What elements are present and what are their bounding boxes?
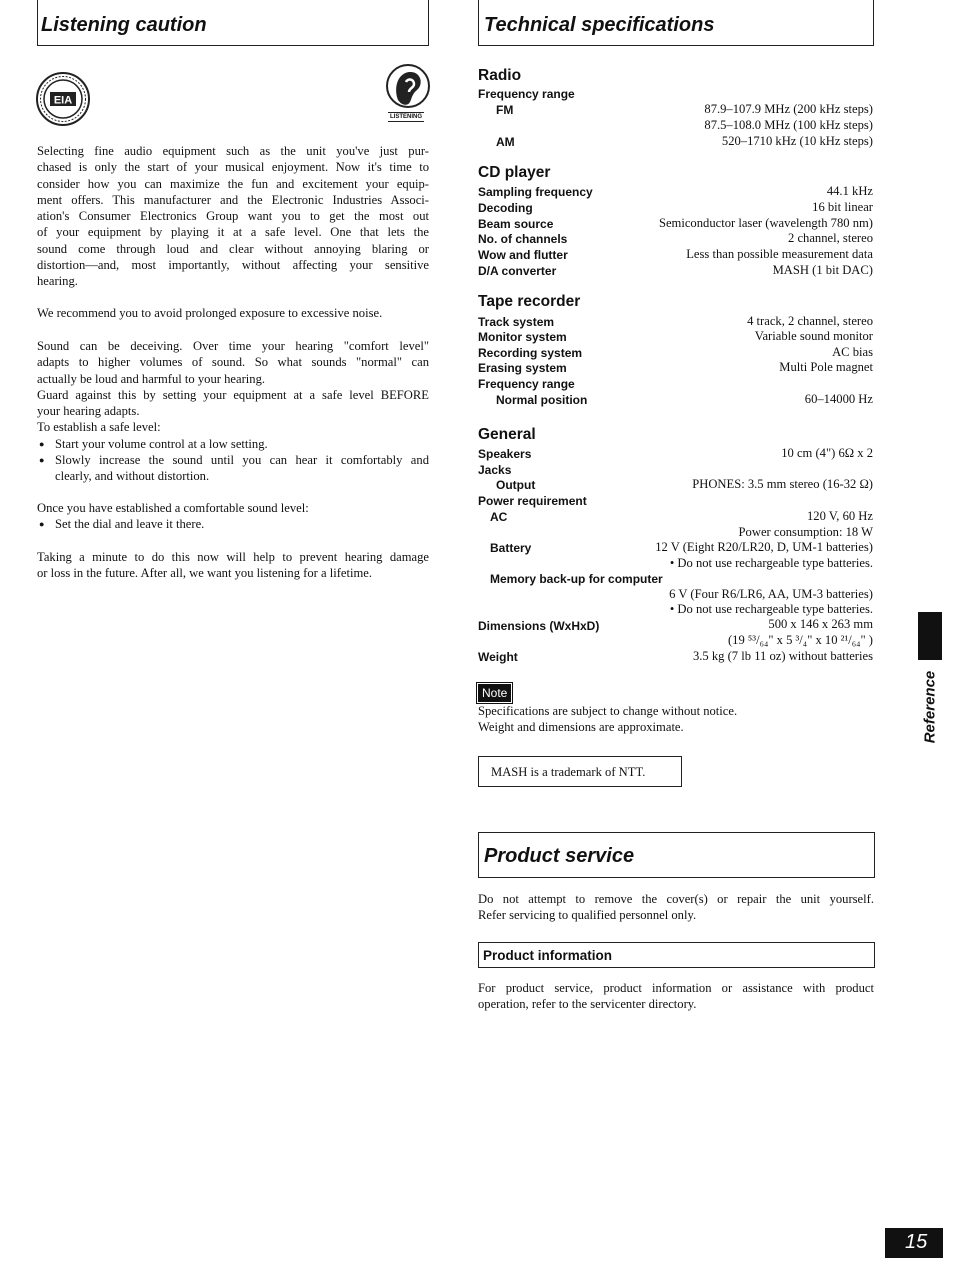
listening-logo [384,62,432,124]
radio-frequency-label: Frequency range [478,87,575,101]
speakers-label: Speakers [478,447,532,461]
cd-spec-value: Less than possible measurement data [686,247,873,261]
deceiving-line: your hearing adapts. [37,404,140,419]
tape-spec-label: Recording system [478,346,583,360]
weight-value: 3.5 kg (7 lb 11 oz) without batteries [692,649,873,663]
eia-seal-icon [34,70,92,128]
jacks-label: Jacks [478,463,512,477]
cd-spec-value: 2 channel, stereo [788,231,873,245]
svg-text:EIA: EIA [53,94,73,107]
tape-spec-label: Track system [478,315,555,329]
service-line: Refer servicing to qualified personnel only. [478,908,697,923]
cd-spec-label: D/A converter [478,264,557,278]
page-number-box [885,1228,943,1258]
listening-caution-heading: Listening caution [41,14,207,36]
am-value: 520–1710 kHz (10 kHz steps) [721,134,873,148]
intro-line: of your equipment by playing it at a safe level. One that lets the [37,225,429,240]
radio-title: Radio [478,67,522,84]
general-title: General [478,426,536,443]
tape-spec-label: Monitor system [478,330,567,344]
deceiving-line: actually be loud and harmful to your hearing. [37,371,266,386]
cd-spec-label: Decoding [478,201,533,215]
reference-side-tab-label: Reference [921,670,939,744]
cd-spec-value: MASH (1 bit DAC) [772,263,873,277]
intro-line: sound come through loud and clear without annoying blaring or [37,241,429,256]
deceiving-line: Guard against this by setting your equipment at a safe level BEFORE [37,387,429,402]
intro-line: ation's Consumer Electronics Group want you to get the most out [37,209,429,224]
tape-spec-value: Multi Pole magnet [779,360,873,374]
closing-paragraph [37,549,429,582]
intro-line: hearing. [37,274,78,289]
tape-frequency-label: Frequency range [478,377,575,391]
note-text [478,703,874,736]
deceiving-line: Sound can be deceiving. Over time your hearing "comfort level" [37,339,429,353]
normal-position-label: Normal position [496,393,588,407]
fm-value: 87.5–108.0 MHz (100 kHz steps) [704,118,873,132]
battery-value: 12 V (Eight R20/LR20, D, UM-1 batteries) [655,540,873,554]
output-label: Output [496,478,536,492]
cd-spec-value: 44.1 kHz [826,184,873,198]
intro-line: ment offers. This manufacturer and the Electronic Industries Associ- [37,192,429,207]
establish-steps [37,436,429,485]
ac-value: 120 V, 60 Hz [806,509,873,523]
eia-logo [34,70,92,128]
dimensions-value: 500 x 146 x 263 mm [768,617,873,631]
closing-line: Taking a minute to do this now will help to prevent hearing damage [37,550,429,564]
establish-step: ● Slowly increase the sound until you can hear it comfortably and [37,452,429,468]
memory-backup-label: Memory back-up for computer [490,572,663,586]
dimensions-label: Dimensions (WxHxD) [478,619,600,633]
fm-value: 87.9–107.9 MHz (200 kHz steps) [704,102,873,116]
tech-specs-heading: Technical specifications [484,14,715,36]
am-label: AM [496,135,515,149]
tape-spec-value: Variable sound monitor [754,329,873,343]
ac-label: AC [490,510,508,524]
battery-note: • Do not use rechargeable type batteries. [669,556,873,570]
tape-spec-label: Erasing system [478,361,567,375]
listening-logo-label: LISTENING [390,114,423,120]
product-service-text [478,891,874,924]
cd-spec-value: Semiconductor laser (wavelength 780 nm) [658,216,873,230]
intro-line: consider how you can maximize the fun and excitement your equip- [37,176,429,191]
establish-label: To establish a safe level: [37,420,161,435]
output-value: PHONES: 3.5 mm stereo (16-32 Ω) [692,477,873,491]
product-information-text [478,980,874,1013]
ear-icon [384,62,432,112]
service-line: Do not attempt to remove the cover(s) or repair the unit yourself. [478,892,874,906]
weight-label: Weight [478,650,518,664]
trademark-box [478,756,682,787]
power-requirement-label: Power requirement [478,494,587,508]
deceiving-paragraph [37,338,429,485]
once-step: ● Set the dial and leave it there. [37,516,429,532]
once-steps [37,516,429,532]
establish-step: ● Start your volume control at a low setting. [37,436,429,452]
deceiving-line: adapts to higher volumes of sound. So what sounds "normal" can [37,355,429,370]
cd-spec-label: Sampling frequency [478,185,593,199]
tape-recorder-title: Tape recorder [478,293,581,310]
info-line: operation, refer to the servicenter directory. [478,997,697,1012]
cd-spec-label: Wow and flutter [478,248,568,262]
fm-label: FM [496,103,514,117]
intro-line: Selecting fine audio equipment such as the unit you've just pur- [37,144,429,158]
reference-side-tab-block [918,612,942,660]
recommend-line: We recommend you to avoid prolonged exposure to excessive noise. [37,306,383,320]
cd-player-title: CD player [478,164,551,181]
memory-backup-note: • Do not use rechargeable type batteries. [669,602,873,616]
cd-spec-label: No. of channels [478,232,568,246]
tape-spec-value: AC bias [832,345,873,359]
info-line: For product service, product information or assistance with product [478,981,874,995]
page-number: 15 [905,1231,928,1253]
note-line: Specifications are subject to change without notice. [478,704,738,718]
product-information-heading: Product information [483,948,612,963]
battery-label: Battery [490,541,532,555]
speakers-value: 10 cm (4") 6Ω x 2 [781,446,873,460]
cd-spec-label: Beam source [478,217,554,231]
intro-line: distortion—and, most importantly, without affecting your sensitive [37,258,429,273]
normal-position-value: 60–14000 Hz [804,392,873,406]
memory-backup-value: 6 V (Four R6/LR6, AA, UM-3 batteries) [669,587,873,601]
dimensions-inches: (19 ⁵³/₆₄" x 5 ³/₄" x 10 ²¹/₆₄" ) [727,633,873,647]
note-line: Weight and dimensions are approximate. [478,720,684,735]
recommend-paragraph [37,305,429,321]
cd-spec-value: 16 bit linear [812,200,873,214]
intro-paragraph [37,143,429,290]
once-label: Once you have established a comfortable sound level: [37,501,309,515]
note-badge: Note [478,684,511,702]
tape-spec-value: 4 track, 2 channel, stereo [747,314,873,328]
closing-line: or loss in the future. After all, we want you listening for a lifetime. [37,566,373,581]
trademark-text: MASH is a trademark of NTT. [491,765,646,779]
intro-line: chased is only the start of your musical enjoyment. Now it's time to [37,160,429,175]
product-service-heading: Product service [484,845,635,867]
establish-step-continued: clearly, and without distortion. [55,469,210,484]
once-paragraph [37,500,429,533]
power-consumption-value: Power consumption: 18 W [738,525,873,539]
